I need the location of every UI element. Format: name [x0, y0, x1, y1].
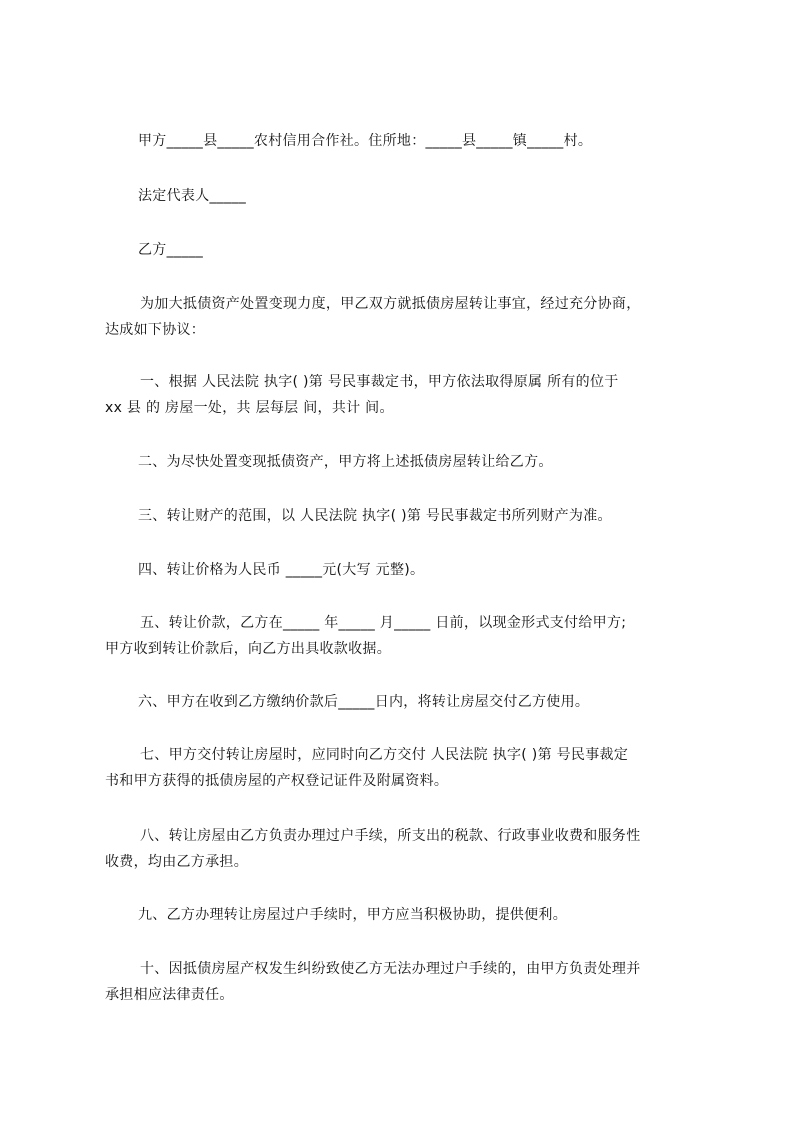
clause-5-line-1: 五、转让价款，乙方在_____ 年_____ 月_____ 日前，以现金形式支付给甲方;: [140, 615, 627, 631]
clause-1-line-2: xx 县 的 房屋一处，共 层每层 间，共计 间。: [105, 400, 394, 416]
clause-9-line: 九、乙方办理转让房屋过户手续时，甲方应当积极协助，提供便利。: [138, 907, 567, 923]
party-b-line: 乙方_____: [138, 242, 204, 258]
clause-6-line: 六、甲方在收到乙方缴纳价款后_____日内，将转让房屋交付乙方使用。: [138, 694, 590, 710]
clause-1-line-1: 一、根据 人民法院 执字( )第 号民事裁定书，甲方依法取得原属 所有的位于: [140, 374, 619, 390]
clause-4-line: 四、转让价格为人民币 _____元(大写 元整)。: [138, 562, 425, 578]
clause-10-line-1: 十、因抵债房屋产权发生纠纷致使乙方无法办理过户手续的，由甲方负责处理并: [140, 961, 641, 977]
clause-5-line-2: 甲方收到转让价款后，向乙方出具收款收据。: [105, 641, 391, 657]
clause-7-line-1: 七、甲方交付转让房屋时，应同时向乙方交付 人民法院 执字( )第 号民事裁定: [140, 747, 629, 763]
legal-representative-line: 法定代表人_____: [138, 188, 246, 204]
clause-7-line-2: 书和甲方获得的抵债房屋的产权登记证件及附属资料。: [105, 773, 449, 789]
preamble-line-2: 达成如下协议：: [105, 322, 206, 338]
clause-2-line: 二、为尽快处置变现抵债资产，甲方将上述抵债房屋转让给乙方。: [138, 454, 553, 470]
clause-3-line: 三、转让财产的范围，以 人民法院 执字( )第 号民事裁定书所列财产为准。: [138, 508, 612, 524]
party-a-line: 甲方_____县_____农村信用合作社。住所地：_____县_____镇_____村。: [138, 133, 593, 149]
clause-8-line-2: 收费，均由乙方承担。: [105, 854, 248, 870]
preamble-line-1: 为加大抵债资产处置变现力度，甲乙双方就抵债房屋转让事宜，经过充分协商，: [140, 296, 641, 312]
clause-8-line-1: 八、转让房屋由乙方负责办理过户手续，所支出的税款、行政事业收费和服务性: [140, 828, 641, 844]
clause-10-line-2: 承担相应法律责任。: [105, 987, 234, 1003]
